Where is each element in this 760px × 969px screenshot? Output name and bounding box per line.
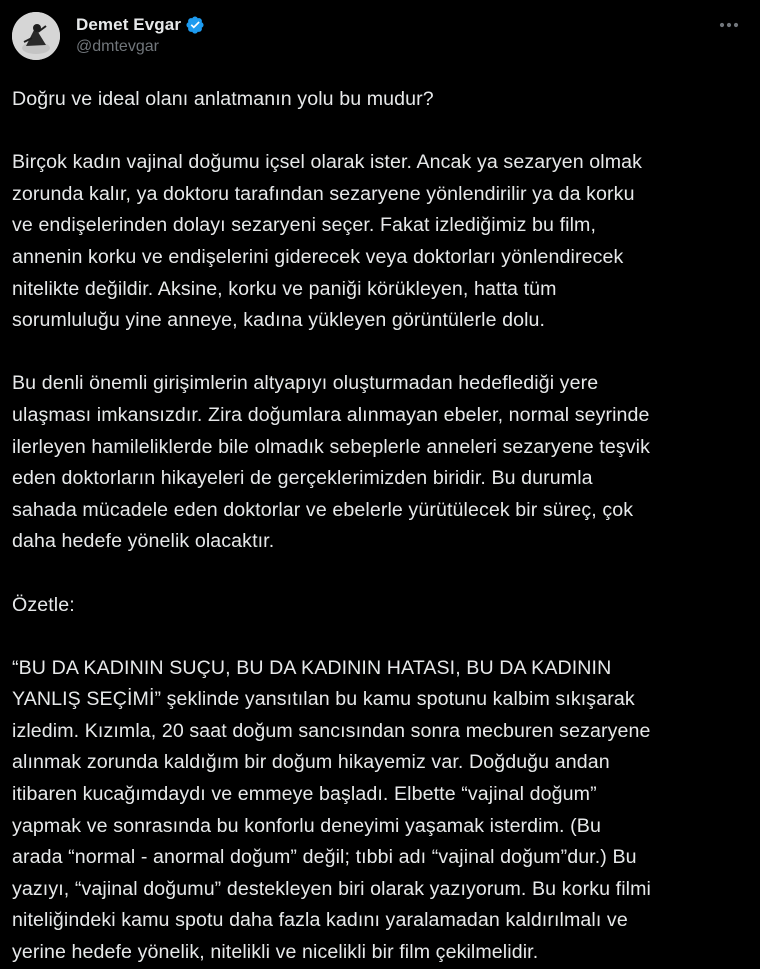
verified-badge-icon[interactable] [185, 15, 205, 35]
avatar-image-icon [12, 12, 60, 60]
tweet-paragraph: “BU DA KADININ SUÇU, BU DA KADININ HATASI, BU DA KADININ YANLIŞ SEÇİMİ” şeklinde yansıtılan bu kamu spotunu kalbim sıkışarak izledim. Kızımla, 20 saat doğum sancısından sonra mecburen sezaryene alınmak zorunda kaldığım bir doğum hikayemiz var. Doğduğu andan itibaren kucağımdaydı ve emmeye başladı. Elbette “vajinal doğum” yapmak ve sonrasında bu konforlu deneyimi yaşamak isterdim. (Bu arada “normal - anormal doğum” değil; tıbbi adı “vajinal doğum”dur.) Bu yazıyı, “vajinal doğumu” destekleyen biri olarak yazıyorum. Bu korku filmi niteliğindeki kamu spotu daha fazla kadını yaralamadan kaldırılmalı ve yerine hedefe yönelik, nitelikli ve nicelikli bir film çekilmelidir. [12, 656, 652, 964]
tweet-paragraph: Birçok kadın vajinal doğumu içsel olarak ister. Ancak ya sezaryen olmak zorunda kalır, ya doktoru tarafından sezaryene yönlendirilir ya da korku ve endişelerinden dolayı sezaryeni seçer. Fakat izlediğimiz bu film, annenin korku ve endişelerini giderecek veya doktorları yönlendirecek nitelikte değildir. Aksine, korku ve paniği körükleyen, hatta tüm sorumluluğu yine anneye, kadına yükleyen görüntülerle dolu. [12, 151, 643, 332]
author-block [76, 14, 205, 56]
handle[interactable]: @dmtevgar [76, 38, 159, 55]
tweet-paragraph: Bu denli önemli girişimlerin altyapıyı oluşturmadan hedeflediği yere ulaşması imkansızdır. Zira doğumlara alınmayan ebeler, normal seyrinde ilerleyen hamileliklerde bile olmadık sebeplerle anneleri sezaryene teşvik eden doktorların hikayeleri de gerçeklerimizden biridir. Bu durumla sahada mücadele eden doktorlar ve ebelerle yürütülecek bir süreç, çok daha hedefe yönelik olacaktır. [12, 372, 650, 553]
tweet-paragraph: Doğru ve ideal olanı anlatmanın yolu bu mudur? [12, 88, 434, 110]
tweet-paragraph: Özetle: [12, 593, 75, 616]
avatar[interactable] [12, 12, 60, 60]
name-row [76, 14, 205, 36]
more-options-icon [719, 22, 739, 28]
tweet-header [12, 8, 748, 64]
tweet-text [12, 84, 748, 969]
more-options-button[interactable] [714, 14, 744, 36]
display-name[interactable]: Demet Evgar [76, 15, 182, 34]
